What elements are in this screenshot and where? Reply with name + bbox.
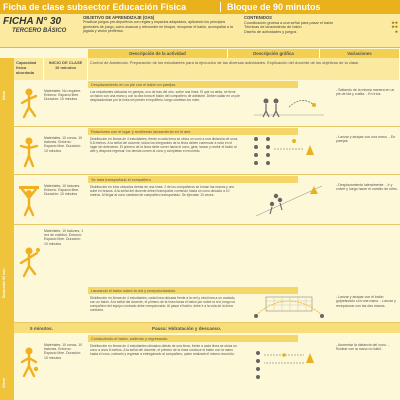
activity-row xyxy=(14,127,400,175)
stick-figure-icon xyxy=(16,86,42,120)
objective-label: OBJETIVO DE APRENDIZAJE (OA5) xyxy=(83,15,155,20)
activity-materials: Materiales: No requiere. Entorno: Espacio libre. Duración: 10 minutos xyxy=(44,89,82,102)
activity-variations: - Lanzar y atrapar con una mano. - En parejas. xyxy=(336,135,396,144)
stick-figure-icon xyxy=(16,135,42,169)
stick-figure-icon xyxy=(16,345,42,379)
ficha-number: FICHA N° 30 xyxy=(3,16,62,27)
stick-figure-icon xyxy=(16,183,42,217)
activity-variations: - Aumentar la distancia del cono. - Rodear con la mano no hábil. xyxy=(336,343,389,352)
activity-diagram xyxy=(244,129,334,175)
activity-description: Distribución en líneas de 4 estudiantes; cada línea ubicada frente a la red y otra línea a un costado, con un balón. A la señal del docente, el primero de la línea lanza el balón por sobre la red, luego un compañero del equipo contrario debe recepcionarlo. Al pasar el balón, debe ir a la cola de la línea contraria. xyxy=(90,296,236,312)
title-bar xyxy=(0,0,400,14)
activity-row xyxy=(14,333,400,400)
pause-duration: 5 minutos. xyxy=(30,325,53,331)
net-diagram xyxy=(244,291,334,321)
activity-materials: Materiales: 10 conos, 10 balones. Entorno: Espacio libre. Duración: 10 minutos xyxy=(44,136,83,153)
column-header-description: Descripción de la actividad xyxy=(88,49,228,58)
pause-label: Pausa: Hidratación y descanso. xyxy=(152,325,222,331)
contents-item: Diseño de actividades y juegos ★ xyxy=(244,29,398,34)
activity-description: Distribución en líneas de 4 estudiantes ubicados detrás de una línea, frente a cada línea se ubica un cono a unos 8 metros. A la señal del docente, el primero de la línea conduce el balón con la mano hasta el cono, rodearlo y regresar a entregárselo al compañero, quien realizará el mismo recorrido. xyxy=(90,344,237,356)
rating-stars: ★★ xyxy=(391,25,398,30)
activity-title: Lanzando el balón sobre la red y recepcionándolo. xyxy=(88,287,298,294)
activity-row xyxy=(14,225,400,323)
objective-text: Practicar juegos pre-deportivos con reglas y espacios adaptados, aplicando los principios generales de juego, como avanzar y retroceder en bloque, recuperar el balón, acompañar a la jugada y visión periférica. xyxy=(83,20,233,34)
contents-block xyxy=(244,16,398,34)
section-label-desarrollo: Desarrollo 60 min. xyxy=(2,267,6,298)
header-info xyxy=(0,14,400,48)
capacity-header: Capacidad física abordada xyxy=(14,58,44,80)
activity-diagram xyxy=(244,341,334,387)
stick-figure-icon xyxy=(16,245,42,279)
activity-variations: - Saltando de la misma manera en un pie de ida y vuelta. - En tríos. xyxy=(336,88,395,97)
intro-text: Control de Asistencia. Preparación de los estudiantes para la ejecución de las diversas actividades. Explicación del docente de los objetivos de la clase. xyxy=(88,58,400,80)
contents-label: CONTENIDOS xyxy=(244,15,272,20)
grade-label: TERCERO BÁSICO xyxy=(12,28,67,34)
activity-title: Se trata transportado el compañero. xyxy=(88,176,298,183)
activity-description: Distribución en tríos ubicados detrás de una línea: 2 de los compañeros se toman las manos y uno sube en brazos. A la señal del docente deben transportar corriendo hasta un cono ubicado a 10 metros. Al llegar al cono cambian de compañero transportado. Se ejecutan 10 veces. xyxy=(90,185,235,197)
page-title: Ficha de clase subsector Educación Física xyxy=(3,2,187,12)
activity-diagram xyxy=(244,83,334,129)
rating-stars: ★ xyxy=(394,29,398,34)
contents-item: Coordinación gruesa a una señal para pasar el balón ★★ xyxy=(244,20,398,25)
section-sidebar xyxy=(0,58,14,400)
activity-materials: Materiales: 10 balones. Entorno: Espacio libre. Duración: 10 minutos xyxy=(44,184,81,197)
duration-label: Bloque de 90 minutos xyxy=(220,2,321,12)
activity-materials: Materiales: 10 conos, 10 balones. Entorno: Espacio libre. Duración: 10 minutos xyxy=(44,343,83,360)
start-header: INICIO DE CLASE 10 minutos xyxy=(44,58,88,80)
activity-title: Conduciendo el balón, saliendo y regresando. xyxy=(88,335,298,342)
contents-item: Técnicas de lanzamiento de balón ★★ xyxy=(244,25,398,30)
activity-variations: - Desplazamiento lateralmente. - Ir y volver y luego hacer el cambio de roles. xyxy=(336,183,398,192)
column-header-graphic: Descripción gráfica xyxy=(228,49,320,58)
pause-band xyxy=(14,323,400,333)
activity-description: Distribución en líneas de 4 estudiantes; frente a cada línea se ubica un cono a una distancia de unos 5-8 metros. A la señal del docente, todos los integrantes de la línea deben comenzar a rotar en el lugar sin detenerse. El primero de la línea debe correr hacia el cono, girar, lanzar y recibir el balón al aire y después regresar; los demás corren al cono y completan el recorrido. xyxy=(90,137,238,153)
column-header-variations: Variaciones xyxy=(320,49,400,58)
objective-block xyxy=(83,16,238,34)
activity-materials: Materiales: 10 balones, 1 red de voleibol. Entorno: Espacio libre. Duración: 10 minutos xyxy=(44,229,84,246)
section-label-cierre: Cierre xyxy=(2,377,6,388)
activity-title: Rotaciones con el lugar y recibiendo lanzamiento en el aire. xyxy=(88,128,298,135)
rating-stars: ★★ xyxy=(391,20,398,25)
activity-row xyxy=(14,80,400,127)
activity-diagram xyxy=(244,178,334,224)
activity-title: Desplazamiento en un pie con el balón en parejas. xyxy=(88,81,298,88)
activity-row xyxy=(14,175,400,225)
activity-description: Los estudiantes ubicados en parejas, uno de tras del otro, sobre una línea. El que va atrás, se tiene un balón con una mano y con la otra toma el balón del compañero de adelante. Deben saltar en un pie desplazándose por la línea sin perder el equilibrio; luego cambian los roles. xyxy=(90,90,240,102)
activity-variations: - Lanzar y atrapar con el balón golpeándolo con una mano. - Lanzar y recepcionar con las dos manos. xyxy=(336,295,396,308)
section-label-inicio: Inicio xyxy=(2,90,6,100)
